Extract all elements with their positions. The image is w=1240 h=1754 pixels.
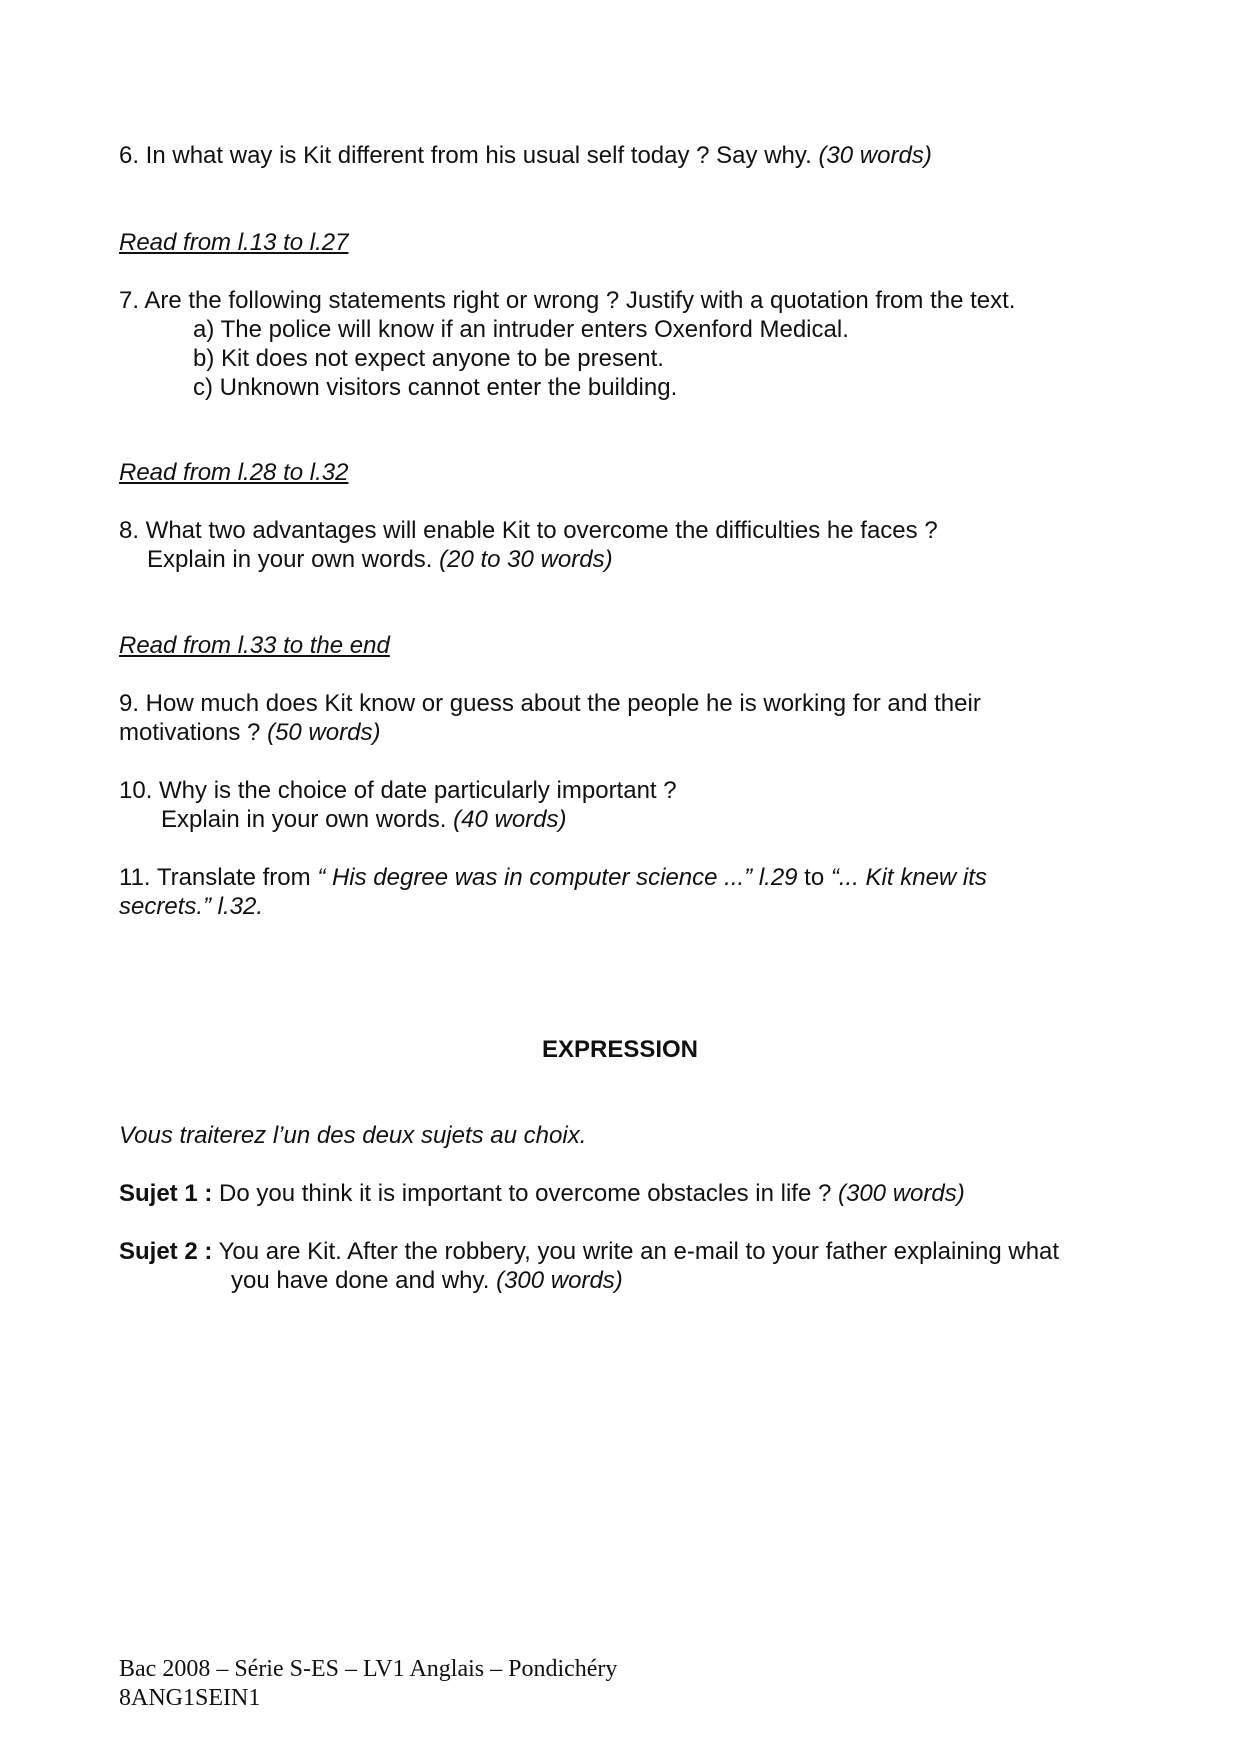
question-6: [119, 141, 932, 170]
question-11-line-2: secrets.” l.32.: [119, 893, 264, 920]
sujet-2-line-2-text: you have done and why.: [231, 1267, 497, 1294]
sujet-2-label: Sujet 2 :: [119, 1238, 213, 1265]
question-9-line-2-text: motivations ?: [119, 719, 268, 746]
question-7-item-a: a) The police will know if an intruder enters Oxenford Medical.: [193, 316, 849, 343]
question-9-words: (50 words): [267, 719, 381, 746]
sujet-2-line-1: [119, 1237, 1059, 1266]
question-10-line-1: 10. Why is the choice of date particularly important ?: [119, 777, 677, 804]
expression-heading: EXPRESSION: [541, 1036, 699, 1063]
question-10-words: (40 words): [453, 806, 567, 833]
question-11-quote-end: “... Kit knew its: [830, 864, 987, 891]
question-9-line-2: [119, 718, 380, 747]
question-9-line-1: 9. How much does Kit know or guess about the people he is working for and their: [119, 690, 981, 717]
question-7: 7. Are the following statements right or wrong ? Justify with a quotation from the text.: [119, 287, 1016, 314]
sujet-1-text: Do you think it is important to overcome obstacles in life ?: [212, 1180, 838, 1207]
question-11-prefix: 11. Translate from: [119, 864, 318, 891]
footer-exam-code: 8ANG1SEIN1: [119, 1685, 261, 1711]
sujet-2-text: You are Kit. After the robbery, you write an e-mail to your father explaining what: [212, 1238, 1060, 1265]
question-6-text: 6. In what way is Kit different from his usual self today ? Say why.: [119, 142, 819, 169]
question-6-words: (30 words): [818, 142, 932, 169]
section-heading-l28-l32: Read from l.28 to l.32: [119, 459, 349, 486]
question-10-line-2: [161, 805, 567, 834]
question-8-line-2-text: Explain in your own words.: [147, 546, 440, 573]
section-heading-l13-l27: Read from l.13 to l.27: [119, 229, 349, 256]
sujet-2-line-2: [231, 1266, 623, 1295]
sujet-2-words: (300 words): [496, 1267, 623, 1294]
question-11-quote-start: “ His degree was in computer science ...” l.29: [317, 864, 798, 891]
question-10-line-2-text: Explain in your own words.: [161, 806, 454, 833]
question-8-words: (20 to 30 words): [439, 546, 613, 573]
sujet-1-words: (300 words): [837, 1180, 965, 1207]
sujet-1: [119, 1179, 965, 1208]
question-8-line-1: 8. What two advantages will enable Kit to overcome the difficulties he faces ?: [119, 517, 938, 544]
question-7-item-b: b) Kit does not expect anyone to be present.: [193, 345, 664, 372]
question-7-item-c: c) Unknown visitors cannot enter the building.: [193, 374, 678, 401]
question-8-line-2: [147, 545, 613, 574]
question-11-mid: to: [797, 864, 831, 891]
footer-exam-title: Bac 2008 – Série S-ES – LV1 Anglais – Pondichéry: [119, 1656, 618, 1682]
question-11-line-1: [119, 863, 987, 892]
expression-instruction: Vous traiterez l’un des deux sujets au choix.: [119, 1122, 587, 1149]
sujet-1-label: Sujet 1 :: [119, 1180, 213, 1207]
section-heading-l33-end: Read from l.33 to the end: [119, 632, 390, 659]
